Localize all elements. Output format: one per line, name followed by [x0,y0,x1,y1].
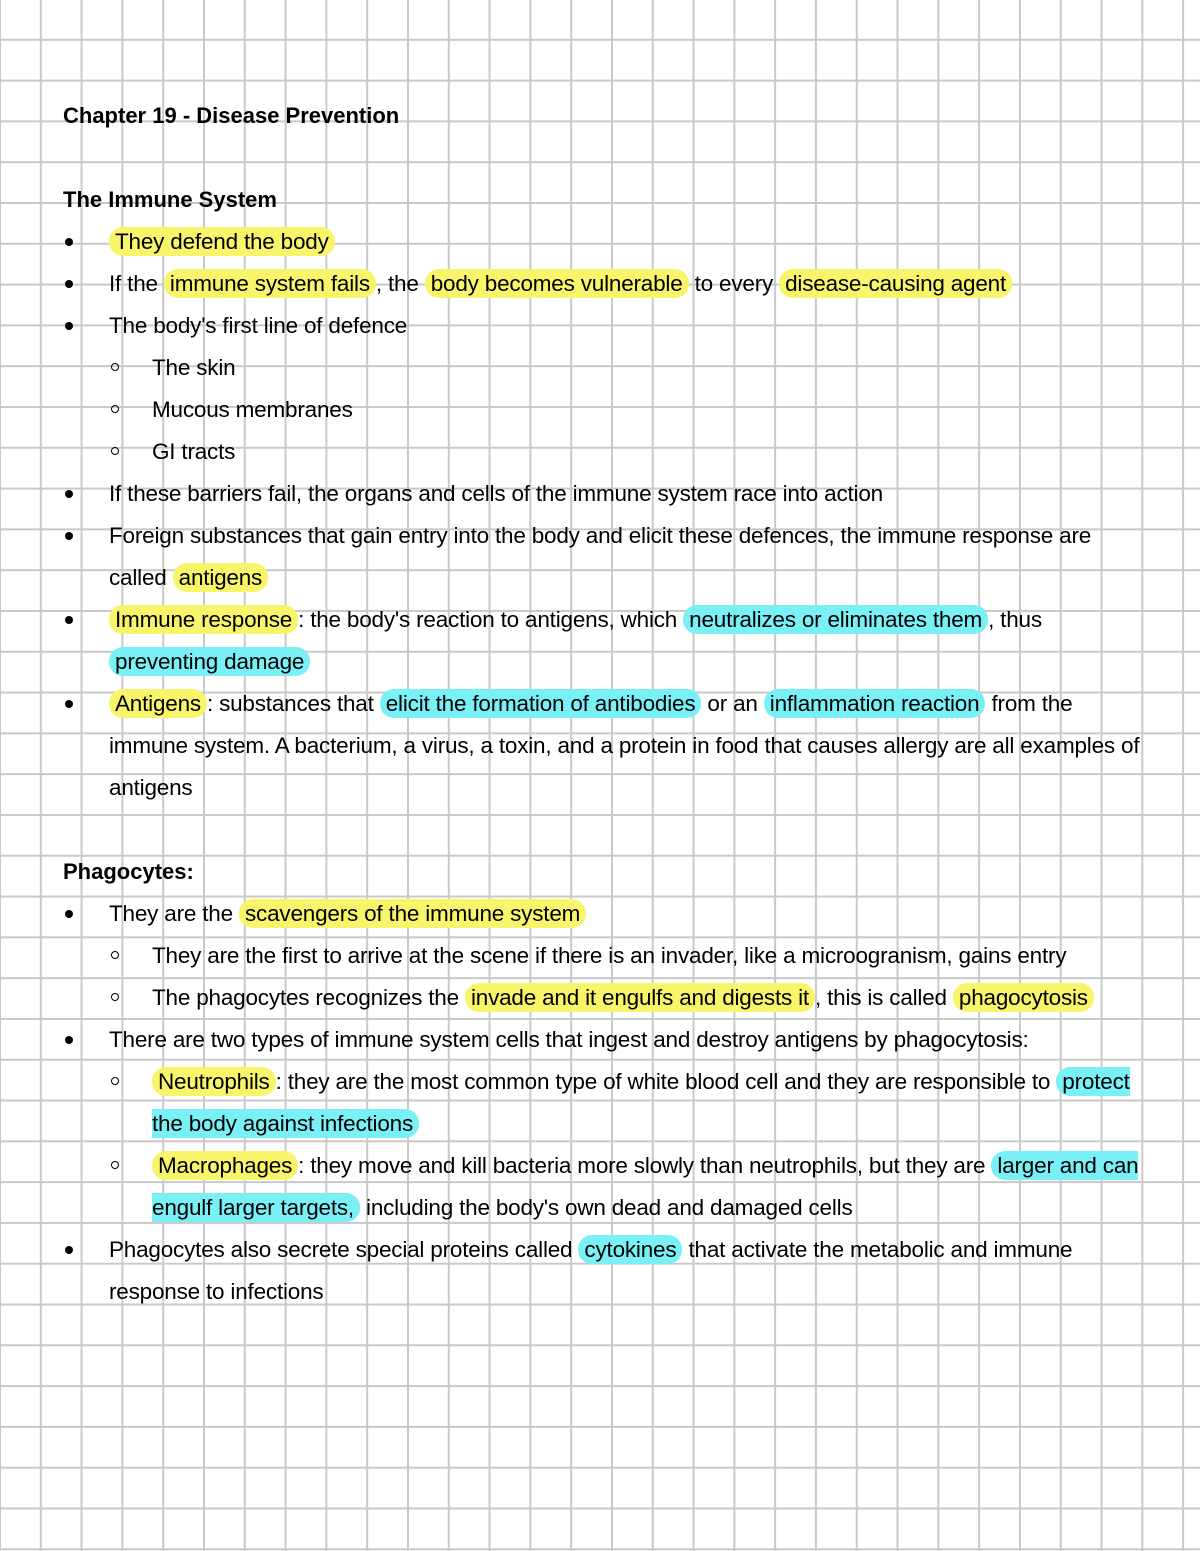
text: including the body's own dead and damaged cells [359,1195,853,1220]
sub-bullet-item: They are the first to arrive at the scene if there is an invader, like a microogranism, gains entry [63,935,1143,977]
highlight-cyan: neutralizes or eliminates them [683,605,988,634]
notes-page [63,95,1143,1313]
highlight-yellow: Antigens [109,689,207,718]
text: : they move and kill bacteria more slowly than neutrophils, but they are [298,1153,992,1178]
highlight-yellow: Immune response [109,605,298,634]
highlight-cyan: cytokines [578,1235,682,1264]
text: If the [109,271,164,296]
highlight-yellow: immune system fails [164,269,376,298]
spacer [63,137,1143,179]
text: : the body's reaction to antigens, which [298,607,684,632]
highlight-yellow: Macrophages [152,1151,298,1180]
bullet-item: There are two types of immune system cells that ingest and destroy antigens by phagocytosis: [63,1019,1143,1061]
highlight-yellow: phagocytosis [953,983,1094,1012]
bullet-item: The body's first line of defence [63,305,1143,347]
text: , thus [988,607,1042,632]
sub-bullet-item [63,977,1143,1019]
section-heading-immune-system: The Immune System [63,187,277,212]
bullet-item [63,683,1143,809]
highlight-cyan: protect the body against infections [152,1069,1130,1136]
bullet-item [63,599,1143,683]
bullet-item [63,893,1143,935]
text: Foreign substances that gain entry into the body and elicit these defences, the immune response are called [109,523,1092,590]
text: to every [688,271,780,296]
bullet-item [63,515,1143,599]
text: , this is called [815,985,953,1010]
highlight-yellow: disease-causing agent [779,269,1012,298]
text: : they are the most common type of white blood cell and they are responsible to [275,1069,1057,1094]
text: They are the [109,901,239,926]
text: from the immune system. A bacterium, a virus, a toxin, and a protein in food that causes allergy are all examples of antigens [109,691,1140,800]
sub-bullet-item: The skin [63,347,1143,389]
highlight-cyan: inflammation reaction [764,689,986,718]
text: or an [701,691,764,716]
highlight-cyan: elicit the formation of antibodies [380,689,702,718]
bullet-item: If these barriers fail, the organs and cells of the immune system race into action [63,473,1143,515]
page-title: Chapter 19 - Disease Prevention [63,103,400,128]
bullet-item [63,221,1143,263]
sub-bullet-item: Mucous membranes [63,389,1143,431]
highlight-yellow: Neutrophils [152,1067,276,1096]
highlight-cyan: preventing damage [109,647,310,676]
sub-bullet-item [63,1061,1143,1145]
text: : substances that [206,691,380,716]
text: that activate the metabolic and immune response to infections [109,1237,1073,1304]
bullet-item [63,263,1143,305]
highlight-yellow: They defend the body [109,227,335,256]
highlight-yellow: antigens [173,563,268,592]
highlight-yellow: scavengers of the immune system [239,899,586,928]
highlight-cyan: larger and can engulf larger targets, [152,1153,1139,1220]
text: , the [375,271,425,296]
sub-bullet-item: GI tracts [63,431,1143,473]
spacer [63,809,1143,851]
bullet-item [63,1229,1143,1313]
sub-bullet-item [63,1145,1143,1229]
highlight-yellow: body becomes vulnerable [425,269,689,298]
highlight-yellow: invade and it engulfs and digests it [465,983,815,1012]
section-heading-phagocytes: Phagocytes: [63,859,194,884]
text: The phagocytes recognizes the [152,985,465,1010]
text: Phagocytes also secrete special proteins called [109,1237,579,1262]
